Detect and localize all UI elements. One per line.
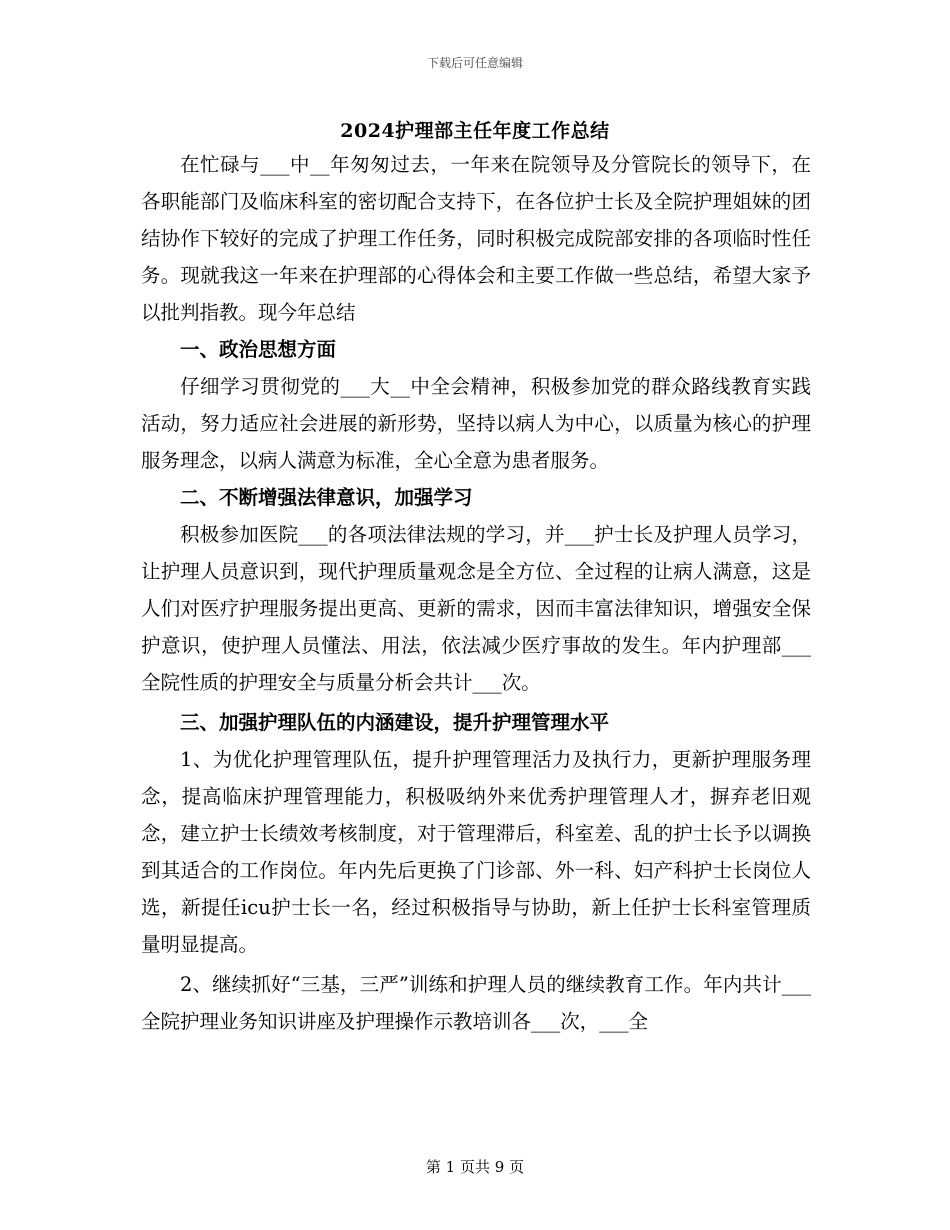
section-heading-2: 二、不断增强法律意识，加强学习 <box>180 486 473 509</box>
document-title: 2024护理部主任年度工作总结 <box>340 120 610 142</box>
section-2-paragraph-1: 积极参加医院___的各项法律法规的学习，并___护士长及护理人员学习，让护理人员意识到，现代护理质量观念是全方位、全过程的让病人满意，这是人们对医疗护理服务提出更高、更新的需求，因而丰富法律知识，增强安全保护意识，使护理人员懂法、用法，依法减少医疗事故的发生。年内护理部___全院性质的护理安全与质量分析会共计___次。 <box>141 523 811 694</box>
page-number: 第 1 页共 9 页 <box>425 1158 525 1176</box>
section-heading-3: 三、加强护理队伍的内涵建设，提升护理管理水平 <box>180 711 610 734</box>
section-heading-1: 一、政治思想方面 <box>180 338 337 361</box>
section-3-paragraph-1: 1、为优化护理管理队伍，提升护理管理活力及执行力，更新护理服务理念，提高临床护理管理能力，积极吸纳外来优秀护理管理人才，摒弃老旧观念，建立护士长绩效考核制度，对于管理滞后，科室差、乱的护士长予以调换到其适合的工作岗位。年内先后更换了门诊部、外一科、妇产科护士长岗位人选，新提任icu护士长一名，经过积极指导与协助，新上任护士长科室管理质量明显提高。 <box>141 748 811 956</box>
section-1-paragraph-1: 仔细学习贯彻党的___大__中全会精神，积极参加党的群众路线教育实践活动，努力适应社会进展的新形势，坚持以病人为中心，以质量为核心的护理服务理念，以病人满意为标准，全心全意为患者服务。 <box>141 375 811 472</box>
document-body <box>141 146 811 1040</box>
intro-paragraph: 在忙碌与___中__年匆匆过去，一年来在院领导及分管院长的领导下，在各职能部门及临床科室的密切配合支持下，在各位护士长及全院护理姐妹的团结协作下较好的完成了护理工作任务，同时积极完成院部安排的各项临时性任务。现就我这一年来在护理部的心得体会和主要工作做一些总结，希望大家予以批判指教。现今年总结 <box>141 153 811 324</box>
header-note: 下载后可任意编辑 <box>426 56 523 70</box>
section-3-paragraph-2: 2、继续抓好“三基，三严”训练和护理人员的继续教育工作。年内共计___全院护理业务知识讲座及护理操作示教培训各___次，___全 <box>141 973 811 1033</box>
